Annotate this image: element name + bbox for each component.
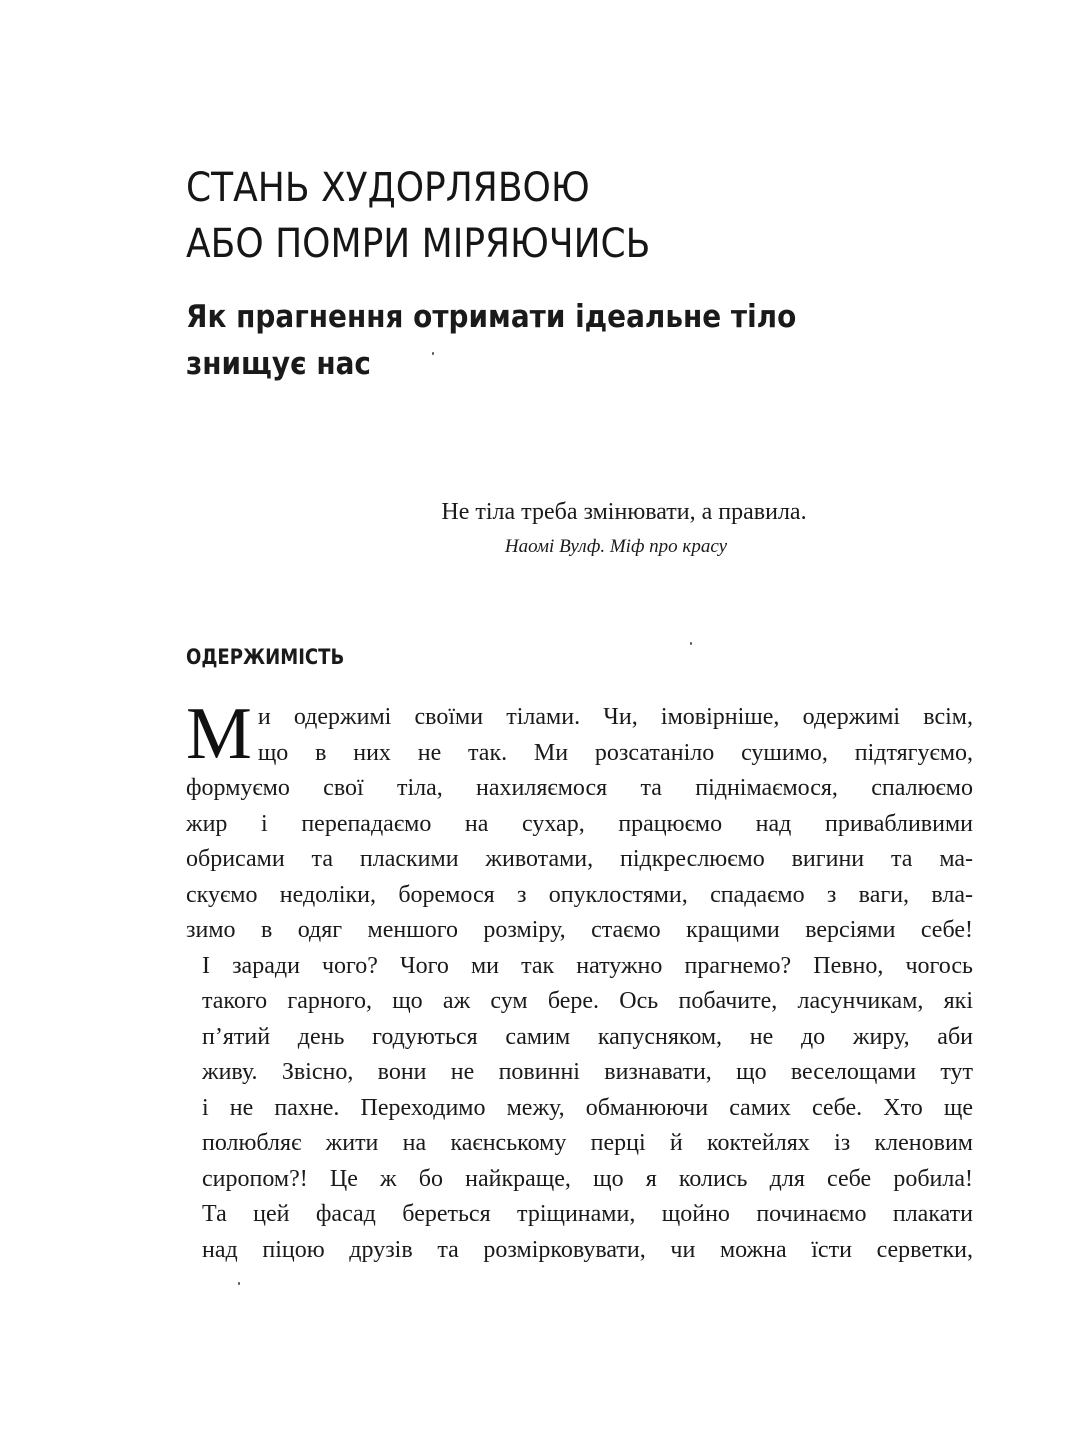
text-line: над піцою друзів та розмірковувати, чи можна їсти серветки, bbox=[202, 1236, 973, 1263]
text-line: зимо в одяг меншого розміру, стаємо кращими версіями себе! bbox=[186, 917, 973, 943]
chapter-title-line-1: СТАНЬ ХУДОРЛЯВОЮ bbox=[186, 165, 590, 211]
epigraph-source: Наомі Вулф. Міф про красу bbox=[504, 536, 728, 557]
print-speck bbox=[238, 1282, 240, 1285]
print-speck bbox=[432, 352, 434, 355]
paragraph-1 bbox=[186, 693, 973, 949]
subtitle-line-1: Як прагнення отримати ідеальне тіло bbox=[186, 299, 797, 335]
text-line: обрисами та пласкими животами, підкреслюємо вигини та ма- bbox=[186, 846, 973, 872]
drop-cap: М bbox=[186, 693, 252, 775]
chapter-title-line-2: АБО ПОМРИ МІРЯЮЧИСЬ bbox=[186, 221, 651, 267]
text-line: і не пахне. Переходимо межу, обманюючи самих себе. Хто ще bbox=[202, 1094, 973, 1121]
chapter-subtitle bbox=[186, 294, 906, 388]
text-line: формуємо свої тіла, нахиляємося та піднімаємося, спалюємо bbox=[186, 775, 973, 801]
epigraph bbox=[186, 496, 962, 560]
text-line: жир і перепадаємо на сухар, працюємо над привабливими bbox=[186, 810, 973, 837]
text-line: І заради чого? Чого ми так натужно прагнемо? Певно, чогось bbox=[202, 952, 973, 979]
text-line: такого гарного, що аж сум бере. Ось побачите, ласунчикам, які bbox=[202, 988, 973, 1014]
text-line: сиропом?! Це ж бо найкраще, що я колись для себе робила! bbox=[202, 1165, 973, 1192]
text-line: що в них не так. Ми розсатаніло сушимо, підтягуємо, bbox=[257, 739, 973, 766]
subtitle-line-2: знищує нас bbox=[186, 346, 371, 382]
text-line: Та цей фасад береться тріщинами, щойно починаємо плакати bbox=[202, 1201, 973, 1227]
body-text bbox=[186, 693, 973, 1268]
paragraph-2 bbox=[186, 949, 973, 1269]
text-line: полюбляє жити на каєнському перці й коктейлях із кленовим bbox=[202, 1130, 973, 1156]
section-heading: ОДЕРЖИМІСТЬ bbox=[186, 645, 345, 669]
epigraph-quote: Не тіла треба змінювати, а правила. bbox=[441, 499, 807, 525]
text-line: п’ятий день годуються самим капусняком, не до жиру, аби bbox=[202, 1023, 973, 1050]
text-line: скуємо недоліки, боремося з опуклостями, спадаємо з ваги, вла- bbox=[186, 881, 973, 908]
chapter-title bbox=[186, 160, 906, 272]
text-line: и одержимі своїми тілами. Чи, імовірніше, одержимі всім, bbox=[257, 704, 973, 730]
print-speck bbox=[690, 642, 692, 645]
text-line: живу. Звісно, вони не повинні визнавати, що веселощами тут bbox=[202, 1059, 973, 1085]
